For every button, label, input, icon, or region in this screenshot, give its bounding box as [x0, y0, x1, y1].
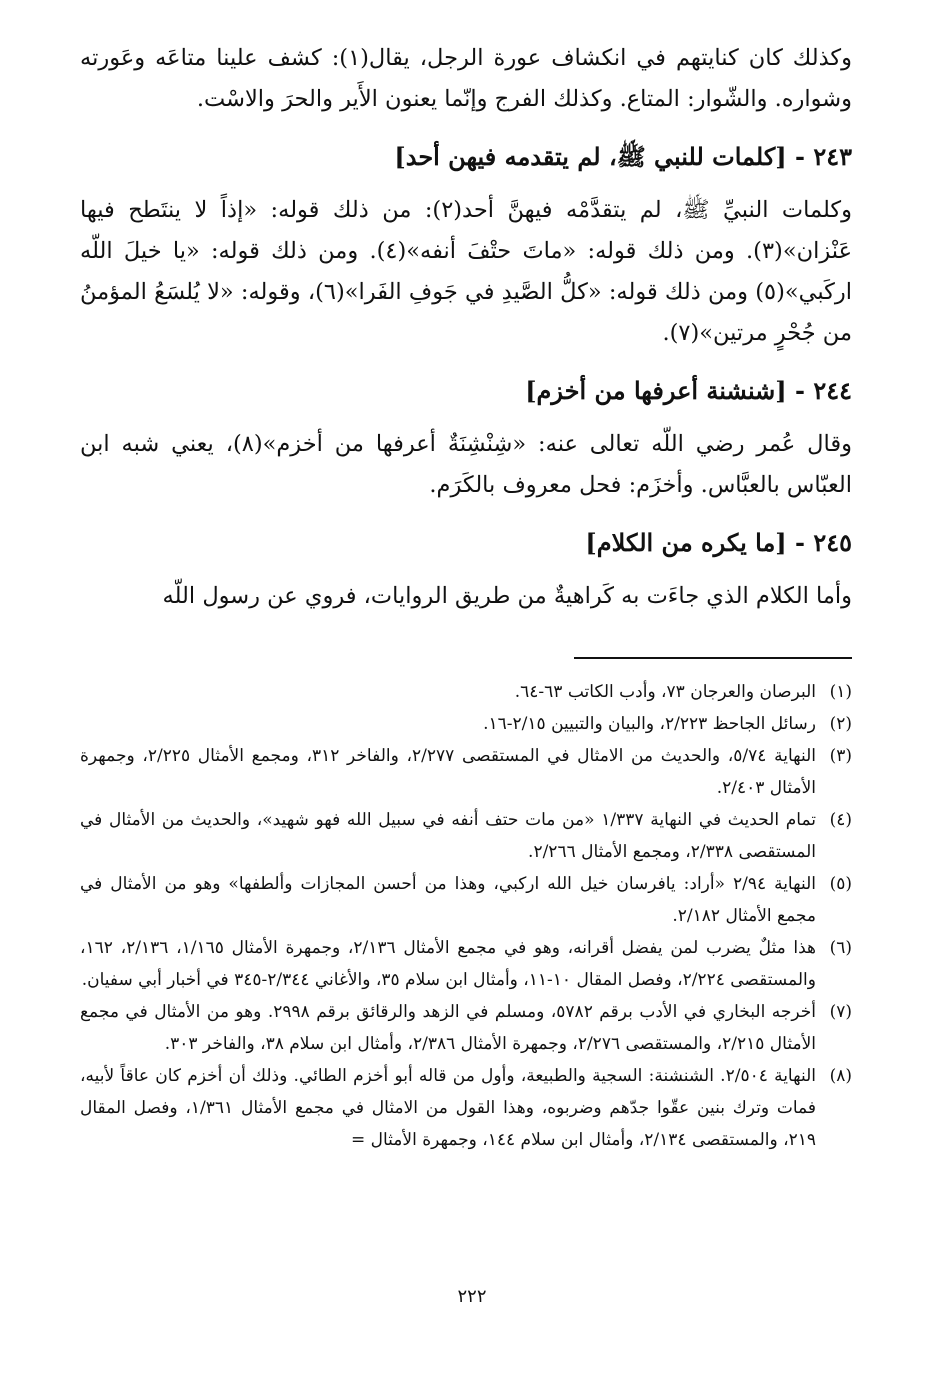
footnote-6 — [80, 932, 852, 996]
section-heading-243: ٢٤٣ - [كلمات للنبي ﷺ، لم يتقدمه فيهن أحد] — [394, 142, 852, 171]
footnote-1 — [80, 676, 852, 708]
footnote-text: البرصان والعرجان ٧٣، وأدب الكاتب ٦٣-٦٤. — [514, 682, 816, 702]
footnote-number: (٦) — [829, 938, 852, 958]
footnote-4 — [80, 804, 852, 868]
footnote-number: (٨) — [829, 1066, 852, 1086]
section-text-243: وكلمات النبيِّ ﷺ، لم يتقدَّمْه فيهنَّ أحد(٢): من ذلك قوله: «إذاً لا ينتَطح فيها عَنْزان»(٣). ومن ذلك قوله: «ماتَ حتْفَ أنفه»(٤). ومن ذلك قوله: «يا خيلَ اللّه اركَبي»(٥) ومن ذلك قوله: «كلُّ الصَّيدِ في جَوفِ الفَرا»(٦)، وقوله: «لا يُلسَعُ المؤمنُ من جُحْرٍ مرتين»(٧). — [80, 197, 852, 346]
footnote-2 — [80, 708, 852, 740]
footnote-3 — [80, 740, 852, 804]
footnote-divider — [574, 657, 852, 659]
footnote-text: أخرجه البخاري في الأدب برقم ٥٧٨٢، ومسلم في الزهد والرقائق برقم ٢٩٩٨. وهو من الأمثال في مجمع الأمثال ٢/٢١٥، والمستقصى ٢/٢٧٦، وجمهرة الأمثال ٢/٣٨٦، وأمثال ابن سلام ٣٨، والفاخر ٣٠٣. — [80, 1002, 816, 1054]
footnote-text: رسائل الجاحظ ٢/٢٢٣، والبيان والتبيين ٢/١٥-١٦. — [483, 714, 816, 734]
footnote-8 — [80, 1060, 852, 1156]
footnote-text: النهاية ٢/٩٤ «أراد: يافرسان خيل الله اركبي، وهذا من أحسن المجازات وألطفها» وهو من الأمثال في مجمع الأمثال ٢/١٨٢. — [80, 874, 816, 926]
section-heading-245: ٢٤٥ - [ما يكره من الكلام] — [585, 528, 852, 557]
footnote-number: (٥) — [829, 874, 852, 894]
footnotes — [80, 676, 852, 1156]
footnote-text: هذا مثلٌ يضرب لمن يفضل أقرانه، وهو في مجمع الأمثال ٢/١٣٦، وجمهرة الأمثال ١/١٦٥، ٢/١٣٦، ١٦٢، والمستقصى ٢/٢٢٤، وفصل المقال ١٠-١١، وأمثال ابن سلام ٣٥، والأغاني ٢/٣٤٤-٣٤٥ في أخبار أبي سفيان. — [80, 938, 817, 990]
footnote-5 — [80, 868, 852, 932]
section-text-244: وقال عُمر رضي اللّه تعالى عنه: «شِنْشِنَةٌ أعرفها من أخزم»(٨)، يعني شبه ابن العبّاس بالعبَّاس. وأخزَم: فحل معروف بالكَرَم. — [80, 431, 852, 498]
footnote-number: (٤) — [829, 810, 852, 830]
section-text-245: وأما الكلام الذي جاءَت به كَراهيةٌ من طريق الروايات، فروي عن رسول اللّه — [162, 583, 852, 609]
section-heading-244: ٢٤٤ - [شنشنة أعرفها من أخزم] — [525, 376, 852, 405]
footnote-number: (١) — [829, 682, 852, 702]
footnote-7 — [80, 996, 852, 1060]
footnote-text: تمام الحديث في النهاية ١/٣٣٧ «من مات حتف أنفه في سبيل الله فهو شهيد»، والحديث من الأمثال في المستقصى ٢/٣٣٨، ومجمع الأمثال ٢/٢٦٦. — [80, 810, 816, 862]
footnote-number: (٧) — [829, 1002, 852, 1022]
intro-paragraph: وكذلك كان كنايتهم في انكشاف عورة الرجل، يقال(١): كشف علينا متاعَه وعَورته وشواره. والشّوار: المتاع. وكذلك الفرج وإنّما يعنون الأَير والحرَ والاسْت. — [80, 45, 853, 112]
page-number: ٢٢٢ — [457, 1286, 487, 1307]
footnote-number: (٢) — [829, 714, 852, 734]
main-text — [80, 38, 852, 617]
footnote-number: (٣) — [829, 746, 852, 766]
footnote-text: النهاية ٥/٧٤، والحديث من الامثال في المستقصى ٢/٢٧٧، والفاخر ٣١٢، ومجمع الأمثال ٢/٢٢٥، وجمهرة الأمثال ٢/٤٠٣. — [80, 746, 816, 798]
footnote-text: النهاية ٢/٥٠٤. الشنشنة: السجية والطبيعة، وأول من قاله أبو أخزم الطائي. وذلك أن أخزم كان عاقاً لأبيه، فمات وترك بنين عقّوا جدّهم وضربوه، وهذا القول من الامثال في مجمع الأمثال ١/٣٦١، وفصل المقال ٢١٩، والمستقصى ٢/١٣٤، وأمثال ابن سلام ١٤٤، وجمهرة الأمثال = — [80, 1066, 817, 1150]
